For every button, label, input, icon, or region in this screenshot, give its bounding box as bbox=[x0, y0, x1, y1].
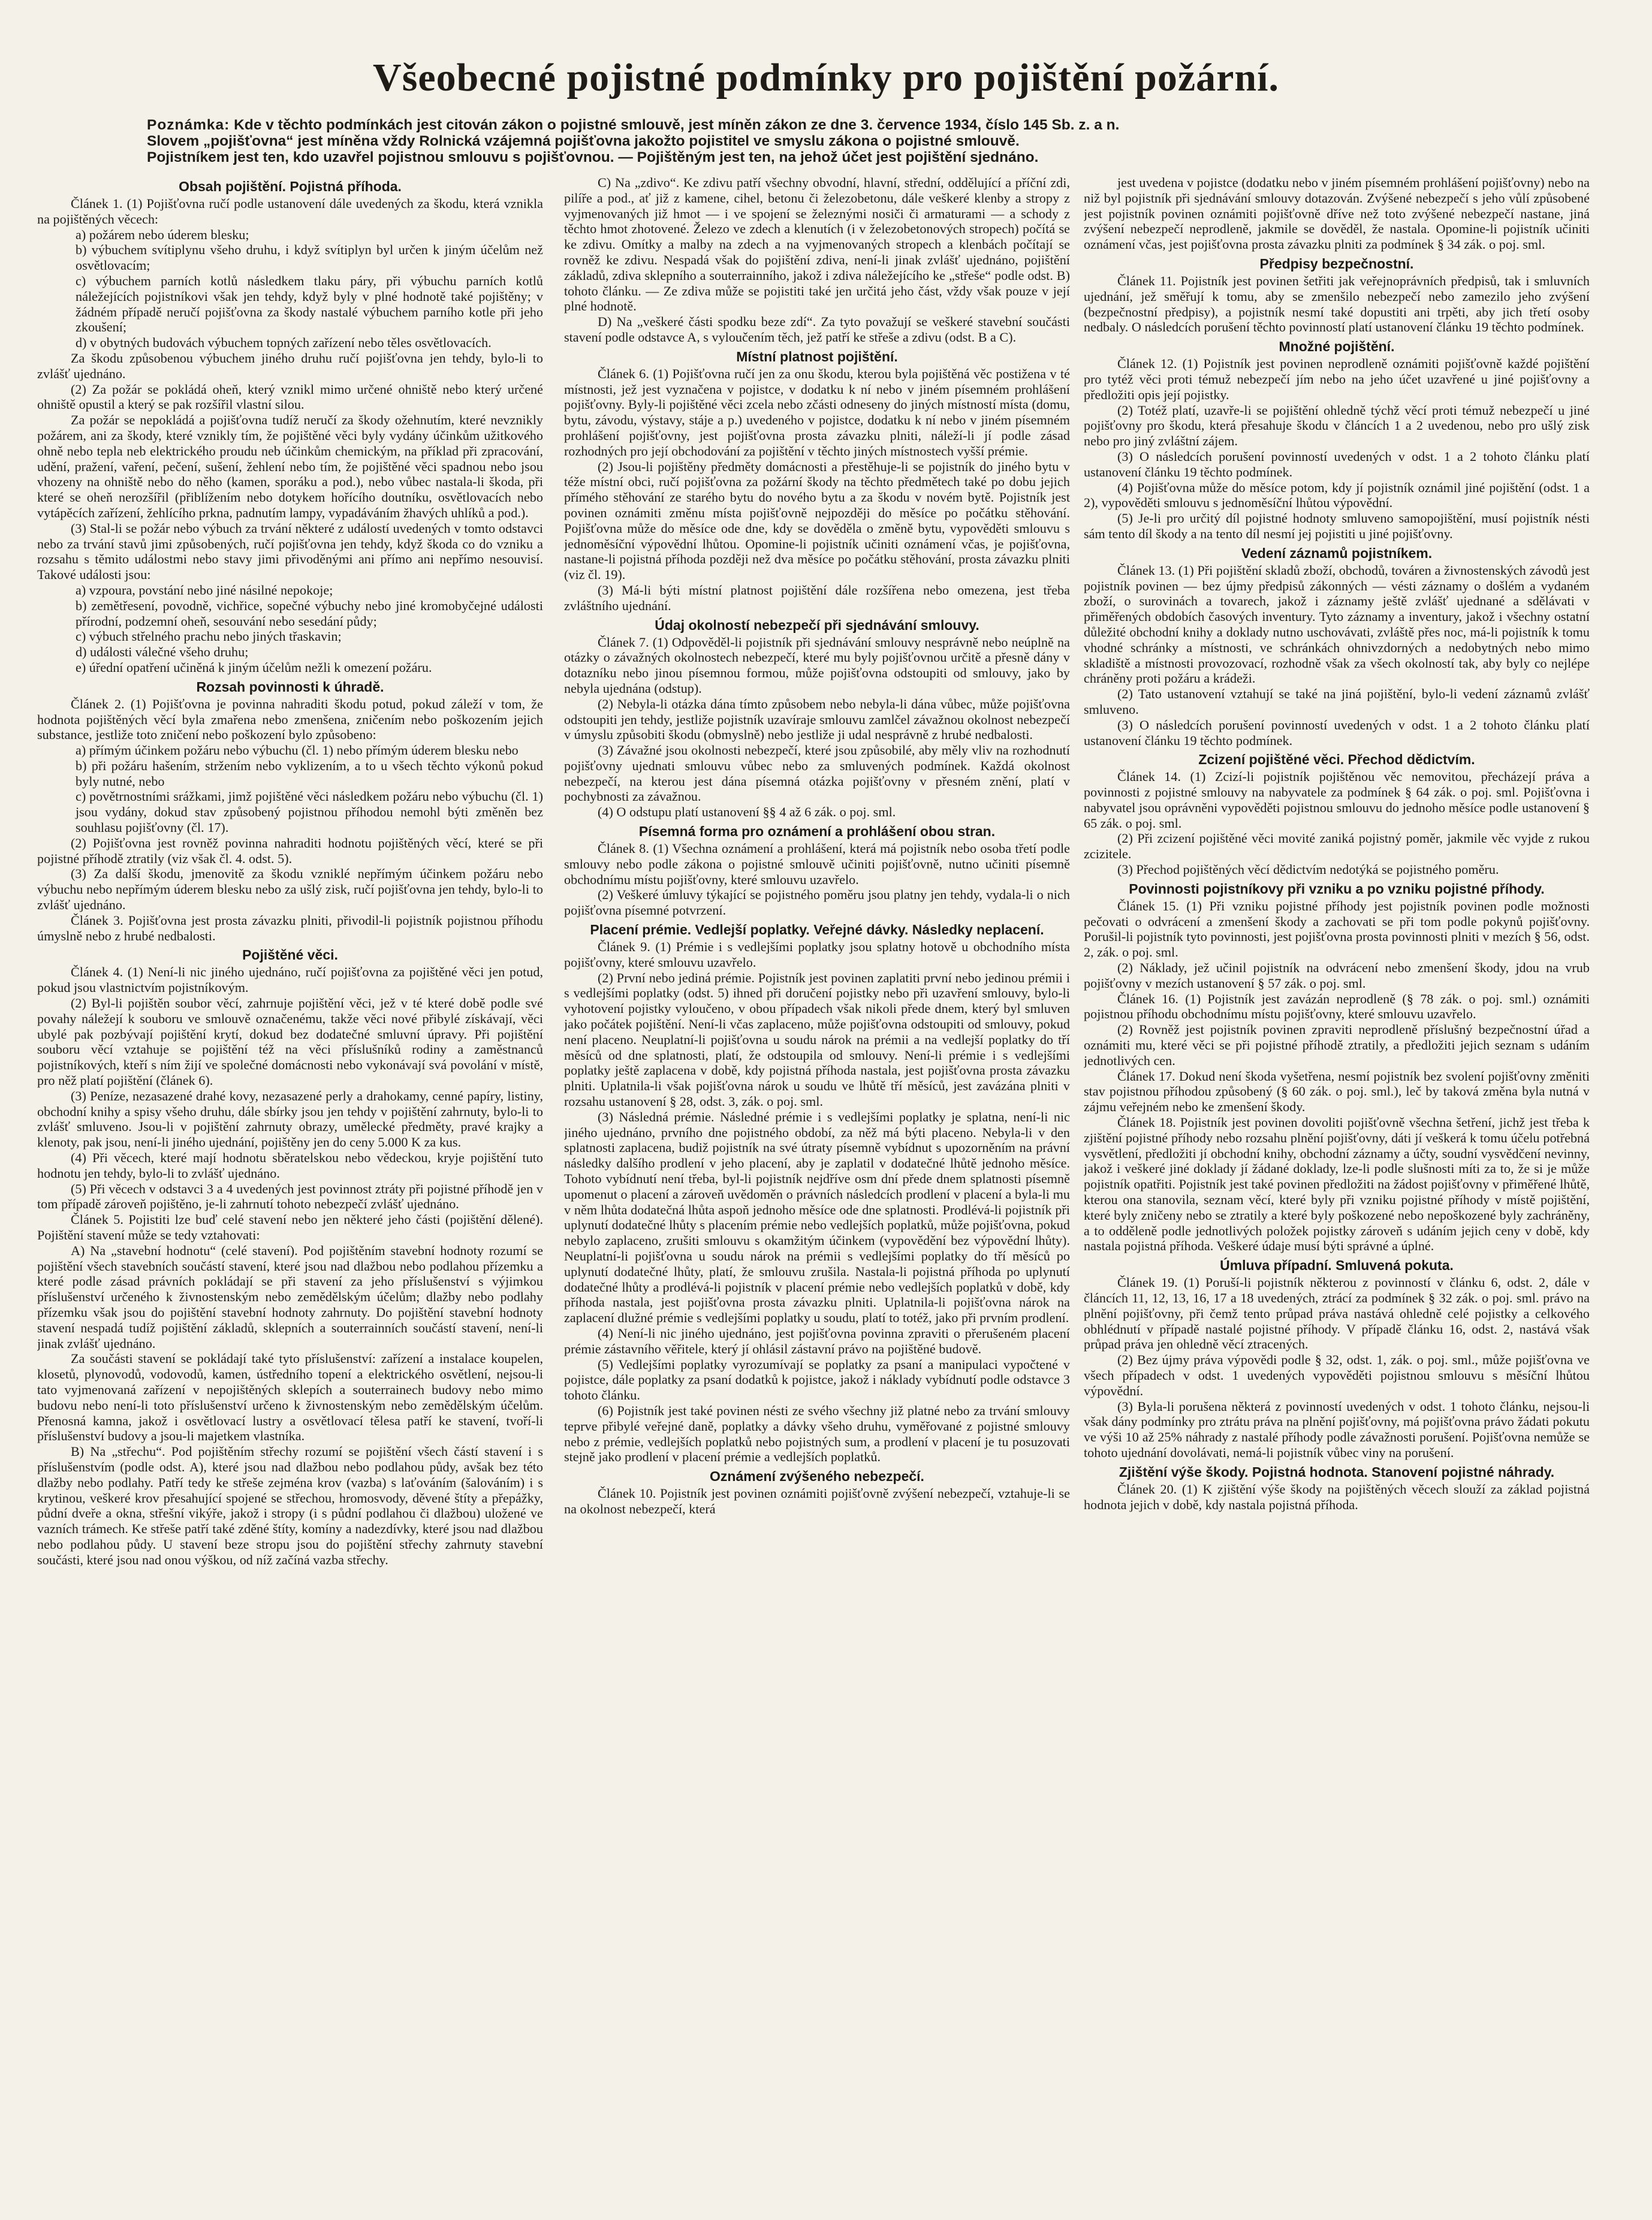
paragraph: (4) Při věcech, které mají hodnotu sběratelskou nebo vědeckou, kryje pojištění tuto hodnotu jen tehdy, bylo-li to zvlášť ujednáno. bbox=[37, 1150, 543, 1181]
section-heading: Zjištění výše škody. Pojistná hodnota. Stanovení pojistné náhrady. bbox=[1119, 1464, 1555, 1480]
list-item: b) zemětřesení, povodně, vichřice, sopečné výbuchy nebo jiné kromobyčejné události přírodní, podzemní oheň, sesouvání nebo sesedání půdy; bbox=[76, 598, 543, 629]
paragraph: (3) O následcích porušení povinností uvedených v odst. 1 a 2 tohoto článku platí ustanovení článku 19 těchto podmínek. bbox=[1084, 717, 1590, 748]
paragraph: (2) Náklady, jež učinil pojistník na odvrácení nebo zmenšení škody, jdou na vrub pojišťovny v mezích ustanovení § 57 zák. o poj. sml. bbox=[1084, 960, 1590, 991]
note-line-1 bbox=[147, 117, 1508, 133]
paragraph: (2) Za požár se pokládá oheň, který vznikl mimo určené ohniště nebo který určené ohniště opustil a který se pak rozšířil vlastní silou. bbox=[37, 381, 543, 412]
note-line-2: Slovem „pojišťovna“ jest míněna vždy Rolnická vzájemná pojišťovna jakožto pojistitel ve smyslu zákona o pojistné smlouvě. bbox=[147, 133, 1020, 149]
paragraph: (2) Pojišťovna jest rovněž povinna nahraditi hodnotu pojištěných věcí, které se při pojistné příhodě ztratily (viz však čl. 4. odst. 5). bbox=[37, 835, 543, 866]
paragraph: Článek 20. (1) K zjištění výše škody na pojištěných věcech slouží za základ pojistná hodnota jejich v době, kdy nastala pojistná příhoda. bbox=[1084, 1481, 1590, 1512]
note-label: Poznámka: bbox=[147, 117, 230, 133]
section-heading: Povinnosti pojistníkovy při vzniku a po vzniku pojistné příhody. bbox=[1129, 880, 1545, 897]
paragraph: (2) Při zcizení pojištěné věci movité zaniká pojistný poměr, jakmile věc vyjde z rukou zcizitele. bbox=[1084, 831, 1590, 862]
paragraph: (3) Závažné jsou okolnosti nebezpečí, které jsou způsobilé, aby měly vliv na rozhodnutí pojišťovny ujednati smlouvu vůbec nebo za smluvených podmínek. Každá okolnost nebezpečí, na kterou jest dána písemná otázka pojišťovny v přesném znění, platí v pochybnosti za závažnou. bbox=[564, 743, 1070, 804]
paragraph: Článek 3. Pojišťovna jest prosta závazku plniti, přivodil-li pojistník pojistnou příhodu úmyslně nebo z hrubé nedbalosti. bbox=[37, 912, 543, 943]
paragraph: B) Na „střechu“. Pod pojištěním střechy rozumí se pojištění všech částí stavení i s příslušenstvím (podle odst. A), které jsou nad dlažbou nebo podlahou půdy, avšak bez této dlažby nebo podlahy. Patří tedy ke střeše zejména krov (vazba) s laťováním (šalováním) i s krytinou, veškeré krov přesahující spojené se střechou, hromosvody, děvené štíty a přepážky, půdní dveře a okna, střešní vikýře, jakož i stropy (i s půdní podlahou či dlažbou) uložené ve vazních trámech. Ke střeše patří také zděné štíty, komíny a nadezdívky, které jsou nad dlažbou nebo podlahou půdy. U stavení beze stropu jsou do pojištění střechy zahrnuty stavební součásti, které jsou nad onou výškou, od níž začíná vazba střechy. bbox=[37, 1444, 543, 1567]
document-title: Všeobecné pojistné podmínky pro pojištění požární. bbox=[373, 56, 1279, 99]
paragraph: (2) Veškeré úmluvy týkající se pojistného poměru jsou platny jen tehdy, vydala-li o nich pojišťovna písemné potvrzení. bbox=[564, 887, 1070, 918]
paragraph: Článek 19. (1) Poruší-li pojistník některou z povinností v článku 6, odst. 2, dále v článcích 11, 12, 13, 16, 17 a 18 uvedených, ztrácí za podmínek § 32 zák. o poj. sml. právo na plnění pojišťovny, při čemž tento průpad práva nastává ohledně celé pojistky a celkového obhlédnutí v případě nastalé pojistné příhody. V případě článku 16, odst. 2, nastává však průpad práva jen ohledně věcí ztracených. bbox=[1084, 1275, 1590, 1352]
paragraph: Článek 5. Pojistiti lze buď celé stavení nebo jen některé jeho části (pojištění dělené). Pojištění stavení může se tedy vztahovati: bbox=[37, 1212, 543, 1242]
note-text-1: Kde v těchto podmínkách jest citován zákon o pojistné smlouvě, jest míněn zákon ze dne 3. července 1934, číslo 145 Sb. z. a n. bbox=[234, 117, 1120, 133]
paragraph: Článek 10. Pojistník jest povinen oznámiti pojišťovně zvýšení nebezpečí, vztahuje-li se na okolnost nebezpečí, která bbox=[564, 1486, 1070, 1516]
text-column-1 bbox=[37, 175, 543, 2195]
paragraph: Článek 14. (1) Zcizí-li pojistník pojištěnou věc nemovitou, přecházejí práva a povinnosti z pojistné smlouvy na nabyvatele za podmínek § 64 zák. o poj. sml. Pojišťovna i nabyvatel jsou oprávněni vypověděti pojistnou smlouvu do jednoho měsíce podle ustanovení § 65 zák. o poj. sml. bbox=[1084, 769, 1590, 831]
paragraph: Článek 11. Pojistník jest povinen šetřiti jak veřejnoprávních předpisů, tak i smluvních ujednání, jež směřují k tomu, aby se zmenšilo nebezpečí nebo zamezilo jeho zvýšení (bezpečnostní předpisy), a pojistník nesmí také dopustiti ani trpěti, aby jich třetí osoby nedbaly. O následcích porušení těchto povinností platí ustanovení článku 19 těchto podmínek. bbox=[1084, 273, 1590, 335]
list-item: b) výbuchem svítiplynu všeho druhu, i když svítiplyn byl určen k jiným účelům než osvětlovacím; bbox=[76, 242, 543, 273]
section-heading: Zcizení pojištěné věci. Přechod dědictvím. bbox=[1198, 752, 1475, 768]
paragraph: (3) Peníze, nezasazené drahé kovy, nezasazené perly a drahokamy, cenné papíry, listiny, obchodní knihy a spisy všeho druhu, dále sbírky jsou jen tehdy v pojištění zahrnuty, bylo-li to zvlášť smluveno. Jsou-li v pojištění zahrnuty obrazy, umělecké předměty, pravé krajky a klenoty, pak jsou, není-li jiného ujednání, pojištěny jen do ceny 5.000 K za kus. bbox=[37, 1088, 543, 1150]
section-heading: Oznámení zvýšeného nebezpečí. bbox=[710, 1468, 924, 1485]
section-heading: Údaj okolností nebezpečí při sjednávání smlouvy. bbox=[655, 617, 979, 633]
list-item: a) požárem nebo úderem blesku; bbox=[76, 227, 249, 242]
note-line-3: Pojistníkem jest ten, kdo uzavřel pojistnou smlouvu s pojišťovnou. — Pojištěným jest ten, na jehož účet jest pojištění sjednáno. bbox=[147, 149, 1039, 165]
paragraph: (3) O následcích porušení povinností uvedených v odst. 1 a 2 tohoto článku platí ustanovení článku 19 těchto podmínek. bbox=[1084, 448, 1590, 479]
list-item: d) události válečné všeho druhu; bbox=[76, 644, 249, 660]
list-item: b) při požáru hašením, stržením nebo vyklizením, a to u všech těchto výkonů pokud byly nutné, nebo bbox=[76, 758, 543, 789]
paragraph: (3) Stal-li se požár nebo výbuch za trvání některé z událostí uvedených v tomto odstavci nebo za trvání stavů jimi způsobených, ručí pojišťovna jen tehdy, když škoda co do vzniku a rozsahu s těmito událostmi nebo stavy jimi přivoděnými ani přímo ani nepřímo nesouvisí. Takové události jsou: bbox=[37, 520, 543, 583]
paragraph: (2) Jsou-li pojištěny předměty domácnosti a přestěhuje-li se pojistník do jiného bytu v téže místní obci, ručí pojišťovna za požární škody na těchto předmětech také po dobu jejich přímého stěhování ze starého bytu do nového bytu a za škodu v novém bytě. Pojistník jest povinen oznámiti změnu místa pojišťovně nejpozději do měsíce po počátku stěhování. Pojišťovna může do měsíce ode dne, kdy se dověděla o změně bytu, vypověděti smlouvu s jednoměsíční výpovědní lhůtou. Opomine-li pojistník učiniti oznámení včas, je pojišťovna, nastane-li pojistná příhoda později než dva měsíce po počátku stěhování, prosta závazku plniti (viz čl. 19). bbox=[564, 459, 1070, 583]
paragraph: (2) Byl-li pojištěn soubor věcí, zahrnuje pojištění věci, jež v té které době podle své povahy náležejí k souboru ve smlouvě označenému, takže věci nové přibylé získávají, věci ubylé pak pozbývají pojištění krytí, dokud bez dodatečné smluvní úpravy. Při pojištění souboru věcí vztahuje se pojištění též na věci příslušníků rodiny a zaměstnanců pojistníkových, kteří s ním žijí ve společné domácnosti nebo vykonávají svá povolání v místě, pro něž platí pojištění (článek 6). bbox=[37, 996, 543, 1088]
paragraph: (3) Za další škodu, jmenovitě za škodu vzniklé nepřímým účinkem požáru nebo výbuchu nebo nepřímým úderem blesku nebo za ušlý zisk, ručí pojišťovna jen tehdy, bylo-li to zvlášť ujednáno. bbox=[37, 866, 543, 913]
list-item: a) vzpoura, povstání nebo jiné násilné nepokoje; bbox=[76, 582, 333, 598]
paragraph: Za škodu způsobenou výbuchem jiného druhu ručí pojišťovna jen tehdy, bylo-li to zvlášť ujednáno. bbox=[37, 350, 543, 381]
list-item: c) výbuch střelného prachu nebo jiných třaskavin; bbox=[76, 629, 342, 644]
section-heading: Placení prémie. Vedlejší poplatky. Veřejné dávky. Následky neplacení. bbox=[590, 922, 1044, 938]
section-heading: Množné pojištění. bbox=[1279, 339, 1395, 355]
paragraph: (3) Má-li býti místní platnost pojištění dále rozšířena nebo omezena, jest třeba zvláštního ujednání. bbox=[564, 582, 1070, 613]
paragraph: Článek 18. Pojistník jest povinen dovoliti pojišťovně všechna šetření, jichž jest třeba k zjištění pojistné příhody nebo rozsahu plnění pojišťovny, dáti jí veškerá k tomu účelu potřebná vysvětlení, předložiti jí obchodní knihy, obchodní záznamy a účty, soudní vysvědčení nevinny, jakož i veškeré jiné doklady jí žádané doklady, lze-li podle slušnosti míti za to, že si je může pojistník opatřiti. Pojistník jest také povinen předložiti na žádost pojišťovny v přiměřené lhůtě, kterou ona stanovila, seznam věcí, které byly při vzniku pojistné příhody v místě pojištění, které byly zničeny nebo se ztratily a které byly poškozené nebo nepoškozené byly zachráněny, a to odděleně podle jednotlivých položek pojistky zároveň s udáním jejich ceny v době, kdy nastala pojistná příhoda. Veškeré údaje musí býti správné a úplné. bbox=[1084, 1115, 1590, 1254]
paragraph: Článek 16. (1) Pojistník jest zavázán neprodleně (§ 78 zák. o poj. sml.) oznámiti pojistnou příhodu obchodnímu místu pojišťovny, které smlouvu uzavřelo. bbox=[1084, 991, 1590, 1022]
paragraph: Článek 2. (1) Pojišťovna je povinna nahraditi škodu potud, pokud záleží v tom, že hodnota pojištěných věcí byla zmařena nebo zmenšena, zničením nebo poškozením jejich substance, jestliže toto zničení nebo poškození bylo způsobeno: bbox=[37, 696, 543, 743]
paragraph: (5) Při věcech v odstavci 3 a 4 uvedených jest povinnost ztráty při pojistné příhodě jen v tom případě zároveň pojištěno, je-li zahrnutí tohoto nebezpečí zvlášť ujednáno. bbox=[37, 1181, 543, 1212]
list-item: e) úřední opatření učiněná k jiným účelům nežli k omezení požáru. bbox=[76, 659, 432, 675]
paragraph: (4) Pojišťovna může do měsíce potom, kdy jí pojistník oznámil jiné pojištění (odst. 1 a 2), vypověděti smlouvu s jednoměsíční lhůtou výpovědní. bbox=[1084, 479, 1590, 511]
paragraph: Článek 6. (1) Pojišťovna ručí jen za onu škodu, kterou byla pojištěná věc postižena v té místnosti, jež jest vyznačena v pojistce, v dodatku k ní nebo v jiném písemném prohlášení pojišťovny. Byly-li pojištěné věci zcela nebo zčásti odneseny do jiných místností místa (domu, bytu, závodu, výstavy, stáje a p.) uvedeného v pojistce, dodatku k ní nebo v jiném písemném prohlášení pojišťovny, jest pojišťovna prosta závazku plniti, náleží-li jí podle zásad rozhodných pro její obchodování za pojištění v těchto jiných místnostech vyšší prémie. bbox=[564, 366, 1070, 459]
paragraph: A) Na „stavební hodnotu“ (celé stavení). Pod pojištěním stavební hodnoty rozumí se pojištění všech stavebních součástí stavení, které jsou nad dlažbou nebo podlahou přízemku a které podle zásad právních pokládají se při stavení za jeho příslušenství s výjimkou příslušenství určeného k živnostenským nebo zemědělským účelům; dlažby nebo podlahy přízemku však jsou do pojištění stavební hodnoty zahrnuty. Do pojištění stavební hodnoty stavení nespadá tudíž pojištění základů, sklepních a souterrainních součástí stavení, není-li jinak zvlášť ujednáno. bbox=[37, 1242, 543, 1351]
paragraph: Za součásti stavení se pokládají také tyto příslušenství: zařízení a instalace koupelen, klosetů, plynovodů, vodovodů, kamen, ústředního topení a elektrického osvětlení, nejsou-li tato vyjmenovaná zařízení v nepojištěných sklepích a souterrainech budovy nebo mimo budovu nebo není-li toto příslušenství určeno k živnostenským nebo zemědělským účelům. Přenosná kamna, jakož i osvětlovací lustry a osvětlovací tělesa patří ke stavení, tvoří-li příslušenství budovy a jsou-li majetkem vlastníka. bbox=[37, 1351, 543, 1444]
paragraph: Článek 9. (1) Prémie i s vedlejšími poplatky jsou splatny hotově u obchodního místa pojišťovny, které smlouvu uzavřelo. bbox=[564, 939, 1070, 970]
section-heading: Obsah pojištění. Pojistná příhoda. bbox=[179, 179, 402, 194]
section-heading: Úmluva případní. Smluvená pokuta. bbox=[1220, 1257, 1454, 1274]
section-heading: Místní platnost pojištění. bbox=[736, 348, 898, 364]
paragraph: jest uvedena v pojistce (dodatku nebo v jiném písemném prohlášení pojišťovny) nebo na niž byl pojistník při sjednávání smlouvy dotazován. Zvýšené nebezpečí s jeho vůlí způsobené jest pojistník povinen oznámiti pojišťovně dříve než toto zvýšené nebezpečí nastane, jiná zvýšení nebezpečí neprodleně, jakmile se dověděl, že nastala. Opomine-li pojistník učiniti oznámení včas, jest pojišťovna prosta závazku plniti za podmínek § 34 zák. o poj. sml. bbox=[1084, 175, 1590, 252]
text-column-3 bbox=[1084, 175, 1590, 2195]
paragraph: Článek 12. (1) Pojistník jest povinen neprodleně oznámiti pojišťovně každé pojištění pro tytéž věci proti témuž nebezpečí jím nebo na jeho účet uzavřené u jiné pojišťovny a předložiti opis její pojistky. bbox=[1084, 356, 1590, 402]
paragraph: (2) První nebo jediná prémie. Pojistník jest povinen zaplatiti první nebo jedinou prémii i s vedlejšími poplatky (odst. 5) ihned při doručení pojistky nebo při uzavření smlouvy, bylo-li vyhotovení pojistky vyloučeno, v obou případech však nikoli přede dnem, který byl smluven jako počátek pojištění. Není-li včas zaplaceno, může pojišťovna odstoupiti od smlouvy, pokud není placeno. Neuplatní-li pojišťovna u soudu nárok na prémii a na vedlejší poplatky do tří měsíců od dne splatnosti, platí, že odstoupila od smlouvy. Není-li prémie i s vedlejšími poplatky ještě zaplacena v době, kdy pojistná příhoda nastala, jest pojišťovna prosta závazku plniti. Uplatnila-li však pojišťovna nárok u soudu ve lhůtě tří měsíců, jest zavázána plniti v rozsahu ustanovení § 28, odst. 3, zák. o poj. sml. bbox=[564, 970, 1070, 1109]
paragraph: (6) Pojistník jest také povinen nésti ze svého všechny již platné nebo za trvání smlouvy teprve přibylé veřejné daně, poplatky a dávky všeho druhu, vyměřované z pojistné smlouvy nebo z prémie, vedlejších poplatků nebo pojistných sum, a prodlení v placení je tu posuzovati stejně jako prodlení v placení prémie a vedlejších poplatků. bbox=[564, 1402, 1070, 1465]
preamble-note bbox=[147, 117, 1508, 165]
paragraph: (2) Totéž platí, uzavře-li se pojištění ohledně týchž věcí proti témuž nebezpečí u jiné pojišťovny pro škodu, která přesahuje škodu v článcích 1 a 2 uvedenou, nebo pro ušlý zisk nebo pro jiný zvláštní zájem. bbox=[1084, 402, 1590, 449]
paragraph: Článek 15. (1) Při vzniku pojistné příhody jest pojistník povinen podle možnosti pečovati o odvrácení a zmenšení škody a zachovati se při tom podle pokynů pojišťovny. Porušil-li pojistník tyto povinnosti, jest pojišťovna prosta povinnosti plniti v mezích § 56, odst. 2, zák. o poj. sml. bbox=[1084, 898, 1590, 960]
section-heading: Pojištěné věci. bbox=[242, 947, 338, 963]
paragraph: (2) Nebyla-li otázka dána tímto způsobem nebo nebyla-li dána vůbec, může pojišťovna odstoupiti jen tehdy, jestliže pojistník uzavíraje smlouvu zamlčel závažnou okolnost nebezpečí v úmyslu způsobiti škodu (obmyslně) nebo jestliže ji udal nesprávně z hrubé nedbalosti. bbox=[564, 696, 1070, 743]
paragraph: (4) Není-li nic jiného ujednáno, jest pojišťovna povinna zpraviti o přerušeném placení prémie zástavního věřitele, který jí ohlásil zástavní právo na pojištěné budově. bbox=[564, 1325, 1070, 1356]
list-item: a) přímým účinkem požáru nebo výbuchu (čl. 1) nebo přímým úderem blesku nebo bbox=[76, 743, 518, 758]
paragraph: Za požár se nepokládá a pojišťovna tudíž neručí za škody ožehnutím, které nevznikly požárem, ani za škody, které vznikly tím, že pojištěné věci byly vydány účinkům užitkového ohně nebo tepla neb elektrického proudu neb účinkům chemickým, na příklad při zpracování, udění, pražení, vaření, pečení, sušení, žehlení nebo tím, že pojištěné věci spadnou nebo jsou vhozeny na ohniště nebo do něho (kamen, sporáku a pod.), nebo vůbec nastala-li škoda, při které se oheň nerozšířil (přiblížením nebo dotykem hořícího doutníku, osvětlovacích nebo vytápěcích zařízení, žehlícího prkna, padnutím lampy, vypadáváním žhavých uhlíků a pod.). bbox=[37, 412, 543, 520]
paragraph: (3) Přechod pojištěných věcí dědictvím nedotýká se pojistného poměru. bbox=[1117, 862, 1499, 877]
paragraph: (5) Je-li pro určitý díl pojistné hodnoty smluveno samopojištění, musí pojistník nésti sám tento díl škody a na tento díl nesmí jej pojistiti u jiné pojišťovny. bbox=[1084, 511, 1590, 541]
paragraph: (3) Následná prémie. Následné prémie i s vedlejšími poplatky je splatna, není-li nic jiného ujednáno, prvního dne pojistného období, za něž má býti placeno. Nebyla-li v den splatnosti zaplacena, budiž pojistník na své útraty písemně vybídnut s upozorněním na právní následky dalšího prodlení v jeho placení, aby je zaplatil v dodatečné lhůtě jednoho měsíce. Tohoto vybídnutí není třeba, byl-li pojistník nejdříve osm dní přede dnem splatnosti písemně upomenut o placení a zároveň uvědoměn o právních následcích prodlení v placení a byla-li mu v něm lhůta dodatečná lhůta aspoň jednoho měsíce ode dne splatnosti. Prodlévá-li pojistník při uplynutí dodatečné lhůty s placením prémie nebo vedlejších poplatků, může pojišťovna, pokud nebylo zaplaceno, zrušiti smlouvu s okamžitým účinkem (vypovědění bez výpovědní lhůty). Neuplatní-li pojišťovna u soudu nárok na prémii s vedlejšími poplatky do tří měsíců po uplynutí dodatečné lhůty, platí, že smlouvu zrušila. Nastala-li pojistná příhoda po uplynutí dodatečné lhůty a prodlévá-li pojistník v placení prémie nebo vedlejších poplatků v době, kdy příhoda nastala, jest pojišťovna prosta závazku plniti. Uplatnila-li pojišťovna nárok na zaplacení dlužné prémie s vedlejšími poplatky u soudu, platí to totéž, jako při prvním prodlení. bbox=[564, 1109, 1070, 1326]
paragraph: D) Na „veškeré části spodku beze zdí“. Za tyto považují se veškeré stavební součásti stavení podle odstavce A, s vyloučením těch, jež patří ke střeše a zdivu (odst. B a C). bbox=[564, 314, 1070, 345]
paragraph: (2) Bez újmy práva výpovědi podle § 32, odst. 1, zák. o poj. sml., může pojišťovna ve všech případech v odst. 1 uvedených vypověděti pojistnou smlouvu s měsíční lhůtou výpovědní. bbox=[1084, 1352, 1590, 1398]
section-heading: Písemná forma pro oznámení a prohlášení obou stran. bbox=[638, 824, 996, 840]
section-heading: Vedení záznamů pojistníkem. bbox=[1241, 545, 1433, 561]
paragraph: Článek 1. (1) Pojišťovna ručí podle ustanovení dále uvedených za škodu, která vznikla na pojištěných věcech: bbox=[37, 196, 543, 227]
list-item: c) výbuchem parních kotlů následkem tlaku páry, při výbuchu parních kotlů náležejících pojistníkovi však jen tehdy, když byly v plné hodnotě také pojištěny; v žádném případě neručí pojišťovna za škody nastalé výbuchem parního kotle při jeho zkoušení; bbox=[76, 273, 543, 335]
list-item: c) povětrnostními srážkami, jimž pojištěné věci následkem požáru nebo výbuchu (čl. 1) jsou vydány, dokud stav způsobený pojistnou příhodou nemohl býti změněn bez souhlasu pojišťovny (čl. 17). bbox=[76, 789, 543, 835]
paragraph: C) Na „zdivo“. Ke zdivu patří všechny obvodní, hlavní, střední, oddělující a příční zdi, pilíře a pod., ať již z kamene, cihel, betonu či železobetonu, dále veškeré klenby a stropy z vyjmenovaných již hmot — i ve spojení se železnými nosiči či armaturami — a schody z těchto hmot zhotovené. Železo ve zdech a klenutích (i v železobetonových stropech) počítá se ke zdivu. Omítky a malby na zdech a na vyjmenovaných stropech a klenbách počítají se rovněž ke zdivu. Nespadá však do pojištění zdiva, není-li jinak zvlášť ujednáno, pojištění základů, zdiva sklepního a souterrainního, jakož i zdiva náležejícího ke „střeše“ podle odst. B) tohoto článku. — Ze zdiva může se pojistiti také jen určitá jeho část, vždy však pouze v její plné hodnotě. bbox=[564, 175, 1070, 314]
text-column-2 bbox=[564, 175, 1070, 2195]
paragraph: (2) Tato ustanovení vztahují se také na jiná pojištění, bylo-li vedení záznamů zvlášť smluveno. bbox=[1084, 686, 1590, 717]
paragraph: Článek 17. Dokud není škoda vyšetřena, nesmí pojistník bez svolení pojišťovny změniti stav pojistnou příhodou způsobený (§ 60 zák. o poj. sml.), leč by taková změna byla nutná v zájmu veřejném nebo ke zmenšení škody. bbox=[1084, 1068, 1590, 1115]
paragraph: Článek 13. (1) Při pojištění skladů zboží, obchodů, továren a živnostenských závodů jest pojistník povinen — bez újmy předpisů zákonných — vésti záznamy o došlém a vydaném zboží, o surovinách a tovarech, jakož i záznamy ještě zvlášť ujednané a sdělávati v přiměřených obdobích časových inventury. Tyto záznamy a inventury, jakož i všechny ostatní důležité obchodní knihy a doklady nutno uschovávati, zvláště přes noc, má-li pojistník k tomu vhodné schránky a místnosti, ve schránkách ohnivzdorných a nedobytných nebo mimo skladiště a místnosti provozovací, rozhodně však za všech okolností tak, aby byly co nejlépe chráněny proti požáru a krádeži. bbox=[1084, 562, 1590, 686]
paragraph: (3) Byla-li porušena některá z povinností uvedených v odst. 1 tohoto článku, nejsou-li však dány podmínky pro ztrátu práva na plnění pojišťovny, má pojišťovna právo žádati pokutu ve výši 10 až 25% náhrady z nastalé příhody podle závažnosti porušení. Pojišťovna nemůže se tohoto ujednání dovolávati, nemá-li pojistník vůbec viny na porušení. bbox=[1084, 1398, 1590, 1460]
paragraph: Článek 7. (1) Odpověděl-li pojistník při sjednávání smlouvy nesprávně nebo neúplně na otázky o závažných okolnostech nebezpečí, které mu byly pojišťovnou určitě a přesně dány v dotazníku nebo jinou písemnou formou, může pojišťovna odstoupiti od smlouvy, jako by nebyla ujednána (odstup). bbox=[564, 634, 1070, 696]
paragraph: (4) O odstupu platí ustanovení §§ 4 až 6 zák. o poj. sml. bbox=[598, 804, 896, 820]
paragraph: (5) Vedlejšími poplatky vyrozumívají se poplatky za psaní a manipulaci vypočtené v pojistce, dále poplatky za psaní dodatků k pojistce, jakož i náklady vybídnutí podle odstavce 3 tohoto článku. bbox=[564, 1356, 1070, 1403]
section-heading: Předpisy bezpečnostní. bbox=[1259, 255, 1414, 272]
list-item: d) v obytných budovách výbuchem topných zařízení nebo těles osvětlovacích. bbox=[76, 335, 492, 351]
paragraph: Článek 8. (1) Všechna oznámení a prohlášení, která má pojistník nebo osoba třetí podle smlouvy nebo podle zákona o pojistné smlouvě učiniti pojišťovně, nutno učiniti písemně obchodnímu místu pojišťovny, které smlouvu uzavřelo. bbox=[564, 841, 1070, 887]
paragraph: (2) Rovněž jest pojistník povinen zpraviti neprodleně příslušný bezpečnostní úřad a oznámiti mu, které věci se při pojistné příhodě ztratily, a předložiti jejich seznam s udáním jednotlivých cen. bbox=[1084, 1022, 1590, 1068]
section-heading: Rozsah povinnosti k úhradě. bbox=[196, 678, 384, 695]
paragraph: Článek 4. (1) Není-li nic jiného ujednáno, ručí pojišťovna za pojištěné věci jen potud, pokud jsou vlastnictvím pojistníkovým. bbox=[37, 964, 543, 996]
